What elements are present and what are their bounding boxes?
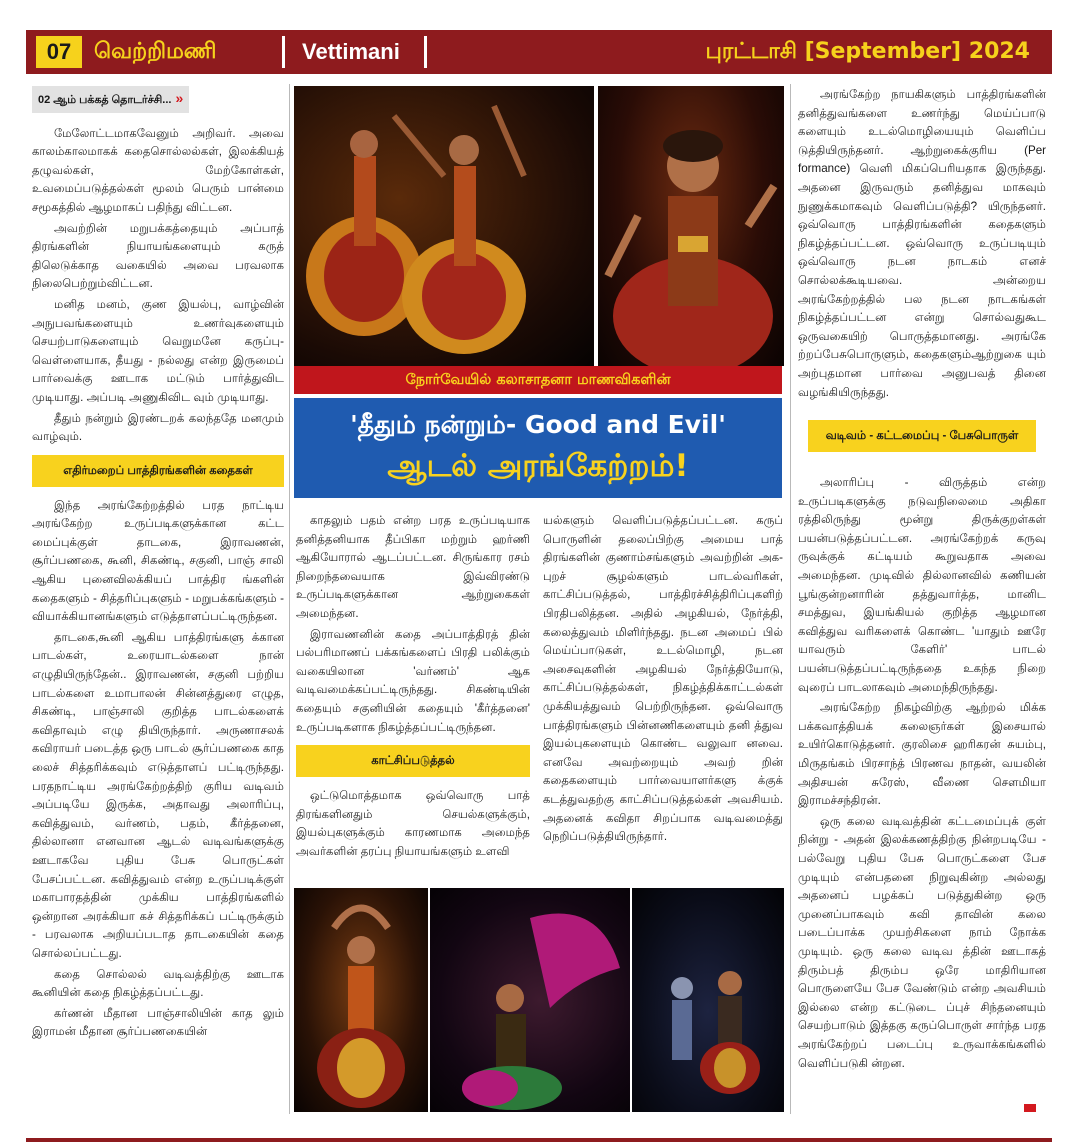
article-column-4 [798, 86, 1046, 1075]
dance-photo-solo [598, 86, 784, 366]
section-heading: காட்சிப்படுத்தல் [296, 745, 530, 777]
headline-line-2: ஆடல் அரங்கேற்றம்! [387, 448, 689, 484]
article-column-1 [32, 86, 284, 1044]
paragraph: தீதும் நன்றும் இரண்டறக் கலந்ததே மனமும் வாழ்வும். [32, 411, 284, 444]
dance-photo-pose [294, 888, 428, 1112]
masthead-separator [424, 36, 427, 68]
continued-from-tag[interactable] [32, 86, 189, 113]
newspaper-title-english: Vettimani [302, 39, 400, 64]
paragraph: அரங்கேற்ற நிகழ்விற்கு ஆற்றல் மிக்க பக்கவாத்தியக் கலைஞர்கள் இசையால் உயிர்கொடுத்தனர். குரலிசை ஹரிகரன் சுயம்பு, மிருதங்கம் பிரசாந்த் பிரணவ நாதன், வயலின் அதிசயன் சுரேஸ், வீணை சௌமியா இராமச்சந்திரன். [798, 701, 1046, 808]
paragraph: மேலோட்டமாகவேனும் அறிவர். அவை காலம்காலமாகக் கதைசொல்லல்கள், இலக்கியத் தழுவல்கள், மேற்கோள்கள், உவமைப்படுத்தல்கள் மூலம் பெரும் பான்மை சமூகத்தில் ஆழமாகப் பதிந்து விட்டன. [32, 126, 284, 214]
paragraph: தாடகை,கூனி ஆகிய பாத்திரங்களு க்கான பாடல்கள், உரையாடல்களை நான் எழுதியிருந்தேன்.. இராவணன், சகுனி பற்றிய பாடல்களை உமாபாலன் சின்னத்துரை எழுத, சிகண்டி, பாஞ்சாலி குறித்த பாடல்களைக் கவிதாவும் எழு தியிருந்தார். அருணாசலக் கவிராயர் படைத்த ஒரு பாடல் சூர்ப்பணகை காத லைச் சித்தரிக்கவும் எடுத்தாளப் பட்டிருந்தது. பரதநாட்டிய அரங்கேற்றத்திற் குரிய வடிவம் அப்படியே இருக்க, அதாவது அலாரிப்பு, கவித்துவம், வர்ணம், பதம், கீர்த்தனை, தில்லானா எனவான ஆடல் வடிவங்களுக்கு ஊடாகவே புதிய பேசு பொருட்கள் பேசப்பட்டன. கவித்துவம் என்ற உருப்படிக்குள் மகாபாரதத்தின் முக்கிய பாத்திரங்களில் ஒன்றான அரக்கியா கச் சித்தரிக்கப் பட்டிருக்கும் - பரவலாக அறியப்படாத தாடகையின் கதை சொல்லப்பட்டது. [32, 630, 284, 960]
feature-subtitle: நோர்வேயில் கலாசாதனா மாணவிகளின் [294, 366, 782, 394]
paragraph: மனித மனம், குண இயல்பு, வாழ்வின் அநுபவங்களையும் உணர்வுகளையும் செயற்பாடுகளையும் வெறுமனே கருப்பு-வெள்ளையாக, தீயது - நல்லது என்ற இருமைப் பார்வைக்கு ஊடாக மட்டும் பார்த்துவிட முடியாது. அப்படி அணுகிவிட வும் முடியாது. [32, 297, 284, 404]
paragraph: கர்ணன் மீதான பாஞ்சாலியின் காத லும் இராமன் மீதான சூர்ப்பணகையின் [32, 1006, 284, 1039]
paragraph: காதலும் பதம் என்ற பரத உருப்படியாக தனித்தனியாக தீப்பிகா மற்றும் ஹர்ணி ஆகியோரால் ஆடப்பட்டன. சிருங்கார ரசம் நிறைந்தவையாக இவ்விரண்டு உருப்படிகளுக்கான ஆற்றுகைகள் அமைந்தன. [296, 514, 530, 620]
article-column-2 [296, 512, 530, 864]
paragraph: இராவணனின் கதை அப்பாத்திரத் தின் பல்பரிமாணப் பக்கங்களைப் பிரதி பலிக்கும் வகையிலான 'வர்ணம்' ஆக வடிவமைக்கப்பட்டிருந்தது. சிகண்டியின் கதையும் சகுனியின் கதையும் 'கீர்த்தனை' உருப்படிகளாக நிகழ்த்தப்பட்டிருந்தன. [296, 627, 530, 734]
column-divider [289, 84, 290, 1114]
paragraph: கதை சொல்லல் வடிவத்திற்கு ஊடாக கூனியின் கதை நிகழ்த்தப்பட்டது. [32, 967, 284, 1000]
paragraph: அலாரிப்பு - விருத்தம் என்ற உருப்படிகளுக்கு நடுவநிலைமை அதிகா ரத்திலிருந்து மூன்று திருக்குறள்கள் பயன்படுத்தப்பட்டன. அரங்கேற்றக் கருவு ருவுக்குக் கட்டியம் கூறுவதாக அவை அமைந்தன. முடிவில் தில்லானவில் கணியன் பூங்குன்றனாரின் தத்துவார்த்த, மானிட சமத்துவ, இயங்கியல் குறித்த ஆழமான கவித்துவ வரிகளைக் கொண்ட 'யாதும் ஊரே யாவரும் கேளிர்' பாடல் பயன்படுத்தப்பட்டிருந்ததை உகந்த நிறை வுரைப் பாடலாகவும் அமைந்திருந்தது. [798, 476, 1046, 694]
end-mark [1024, 1104, 1036, 1112]
paragraph: அரங்கேற்ற நாயகிகளும் பாத்திரங்களின் தனித்துவங்களை உணர்ந்து மெய்ப்பாடு களையும் உடல்மொழியையும் வெளிப்ப டுத்தியிருந்தனர். ஆற்றுகைக்குரிய (Per formance) வெளி மிகப்பெரியதாக இருந்தது. அதனை இருவரும் தனித்துவ மாகவும் நுணுக்கமாகவும் வெளிப்படுத்தி? யிருந்தனர். ஒவ்வொரு பாத்திரங்களின் கதைகளும் நிகழ்த்தப்பட்டன. ஒவ்வொரு உருப்படியும் ஒவ்வொரு நடன நாடகம் எனச் சொல்லக்கூடியவை. அன்றைய அரங்கேற்றத்தில் பல நடன நாடகங்கள் நிகழ்த்தப்பட்டன என்று சொல்வதுகூட ஒருவகையிற் பொருத்தமானது. அரங்கே ற்றப்பேசுபொருளும், கதைகளும்ஆற்றுகை யும் அற்புதமான பார்வை அனுபவத் தினை வழங்கியிருந்தது. [798, 88, 1046, 399]
issue-date: புரட்டாசி [September] 2024 [705, 39, 1030, 64]
headline-line-1: 'தீதும் நன்றும்- Good and Evil' [350, 410, 726, 439]
paragraph: அவற்றின் மறுபக்கத்தையும் அப்பாத் திரங்களின் நியாயங்களையும் கருத் திலெடுக்காத வகையில் அவை பரவலாக நிலைபெற்றும்விட்டன. [32, 221, 284, 291]
dance-photo-duo [294, 86, 594, 366]
masthead-separator [282, 36, 285, 68]
continued-from-label: 02 ஆம் பக்கத் தொடர்ச்சி... [38, 94, 172, 106]
page-number: 07 [36, 36, 82, 68]
double-chevron-icon: » [175, 90, 184, 106]
dance-photo-cloth [430, 888, 630, 1112]
masthead [26, 30, 1052, 74]
newspaper-title-tamil: வெற்றிமணி [94, 39, 217, 64]
article-column-3 [543, 512, 783, 849]
section-heading: வடிவம் - கட்டமைப்பு - பேசுபொருள் [808, 420, 1036, 452]
bottom-rule [26, 1138, 1052, 1142]
section-heading: எதிர்மறைப் பாத்திரங்களின் கதைகள் [32, 455, 284, 487]
column-divider [790, 84, 791, 1114]
paragraph: ஒரு கலை வடிவத்தின் கட்டமைப்புக் குள் நின்று - அதன் இலக்கணத்திற்கு நின்றபடியே - பல்வேறு புதிய பேசு பொருட்களை பேச முடியும் என்பதனை நிறுவுகின்ற அல்லது அதனைப் பழக்கப் படுத்துகின்ற ஒரு முனைப்பாகவும் கவி தாவின் கலை படைப்பாக்க முயற்சிகளை நாம் நோக்க முடியும். ஒரு கலை வடிவ த்தின் ஊடாகத் திரும்பத் திரும்ப ஒரே மாதிரியான பொருளையே பேச வேண்டும் என்ற அவசியம் இல்லை என்ற கட்டுடை ப்புச் சிந்தனையும் செயற்பாடும் இத்தகு கருப்பொருள் சார்ந்த பரத அரங்கேற்றப் படைப்பு உருவாக்கங்களில் வெளிப்படுகி ன்றன. [798, 814, 1046, 1070]
paragraph: இந்த அரங்கேற்றத்தில் பரத நாட்டிய அரங்கேற்ற உருப்படிகளுக்கான கட்ட மைப்புக்குள் தாடகை, இராவணன், சூர்ப்பணகை, கூனி, சிகண்டி, சகுனி, பாஞ் சாலி ஆகிய புனைவிலக்கியப் பாத்திர ங்களின் கதைகளும் - சித்தரிப்புகளும் - மறுபக்கங்களும் - வியாக்கியானங்களும் எடுத்தாளப்பட்டிருந்தன. [32, 498, 284, 624]
feature-headline [294, 398, 782, 498]
paragraph: யல்களும் வெளிப்படுத்தப்பட்டன. கருப் பொருளின் தலைப்பிற்கு அமைய பாத் திரங்களின் குணாம்சங்களும் அவற்றின் அக-புறச் சூழல்களும் பாடல்வரிகள், காட்சிப்படுத்தல், பாத்திரச்சித்திரிப்புகளிற் பிரதிபலித்தன. அதில் அழகியல், நேர்த்தி, கலைத்துவம் மிளிர்ந்தது. நடன அமைப் பில் மெய்ப்பாடுகள், உடல்மொழி, நடன அசைவுகளின் அழகியல் நேர்த்தியோடு, காட்சிப்படுத்தல்கள், நிகழ்த்திக்காட்டல்கள் முக்கியத்துவம் பெற்றிருந்தன. ஒவ்வொரு பாத்திரங்களும் பின்னணிகளையும் தனி த்துவ இயல்புகளையும் கொண்ட வலுவா னவை. எனவே அவற்றையும் அவற் றின் கதைகளையும் பார்வையாளர்களு க்குக் கடத்துவதற்கு காட்சிப்படுத்தல்கள் அவசியம். அதனைக் கவிதா சிறப்பாக வடிவமைத்து நெறிப்படுத்தியிருந்தார். [543, 514, 783, 844]
dance-photo-duo-stage [632, 888, 784, 1112]
paragraph: ஒட்டுமொத்தமாக ஒவ்வொரு பாத் திரங்களினதும் செயல்களுக்கும், இயல்புகளுக்கும் காரணமாக அமைந்த அவர்களின் தரப்பு நியாயங்களும் உளவி [296, 789, 530, 858]
